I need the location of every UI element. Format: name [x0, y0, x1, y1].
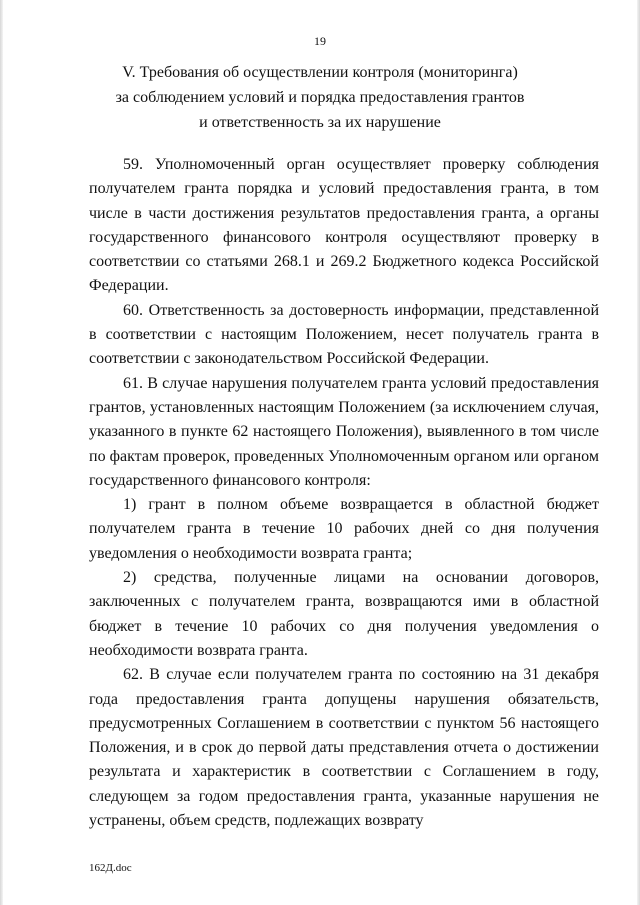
- document-body: [89, 153, 599, 833]
- paragraph-60: 60. Ответственность за достоверность информации, представленной в соответствии с настоящим Положением, несет получатель гранта в соответствии с законодательством Российской Федерации.: [89, 301, 599, 368]
- paragraph-61-item-1: 1) грант в полном объеме возвращается в областной бюджет получателем гранта в течение 10 рабочих дней со дня получения уведомления о необходимости возврата гранта;: [89, 496, 599, 562]
- paragraph-61: 61. В случае нарушения получателем гранта условий предоставления грантов, установленных настоящим Положением (за исключением случая, указанного в пункте 62 настоящего Положения), выявленного в том числе по фактам проверок, проведенных Уполномоченным органом или органом государственного финансового контроля:: [89, 374, 599, 489]
- paragraph-62: 62. В случае если получателем гранта по состоянию на 31 декабря года предоставления гранта допущены нарушения обязательств, предусмотренных Соглашением в соответствии с пунктом 56 настоящего Положения, и в срок до первой даты представления отчета о достижении результата и характеристик в соответствии с Соглашением в году, следующем за годом предоставления гранта, указанные нарушения не устранены, объем средств, подлежащих возврату: [89, 666, 599, 830]
- section-title: [60, 60, 580, 135]
- section-title-line-3: и ответственность за их нарушение: [199, 114, 441, 131]
- section-title-line-1: V. Требования об осуществлении контроля (мониторинга): [122, 64, 518, 81]
- paragraph-59: 59. Уполномоченный орган осуществляет проверку соблюдения получателем гранта порядка и условий предоставления гранта, в том числе в части достижения результатов предоставления гранта, а органы государственного финансового контроля осуществляют проверку в соответствии со статьями 268.1 и 269.2 Бюджетного кодекса Российской Федерации.: [89, 156, 599, 295]
- footer-file-name: 162Д.doc: [89, 862, 132, 874]
- paragraph-61-item-2: 2) средства, полученные лицами на основании договоров, заключенных с получателем гранта, возвращаются ими в областной бюджет в течение 10 рабочих со дня получения уведомления о необходимости возврата гранта.: [89, 569, 599, 659]
- section-title-line-2: за соблюдением условий и порядка предоставления грантов: [115, 89, 525, 106]
- scan-edge-left: [0, 0, 3, 905]
- page-number: 19: [314, 34, 326, 48]
